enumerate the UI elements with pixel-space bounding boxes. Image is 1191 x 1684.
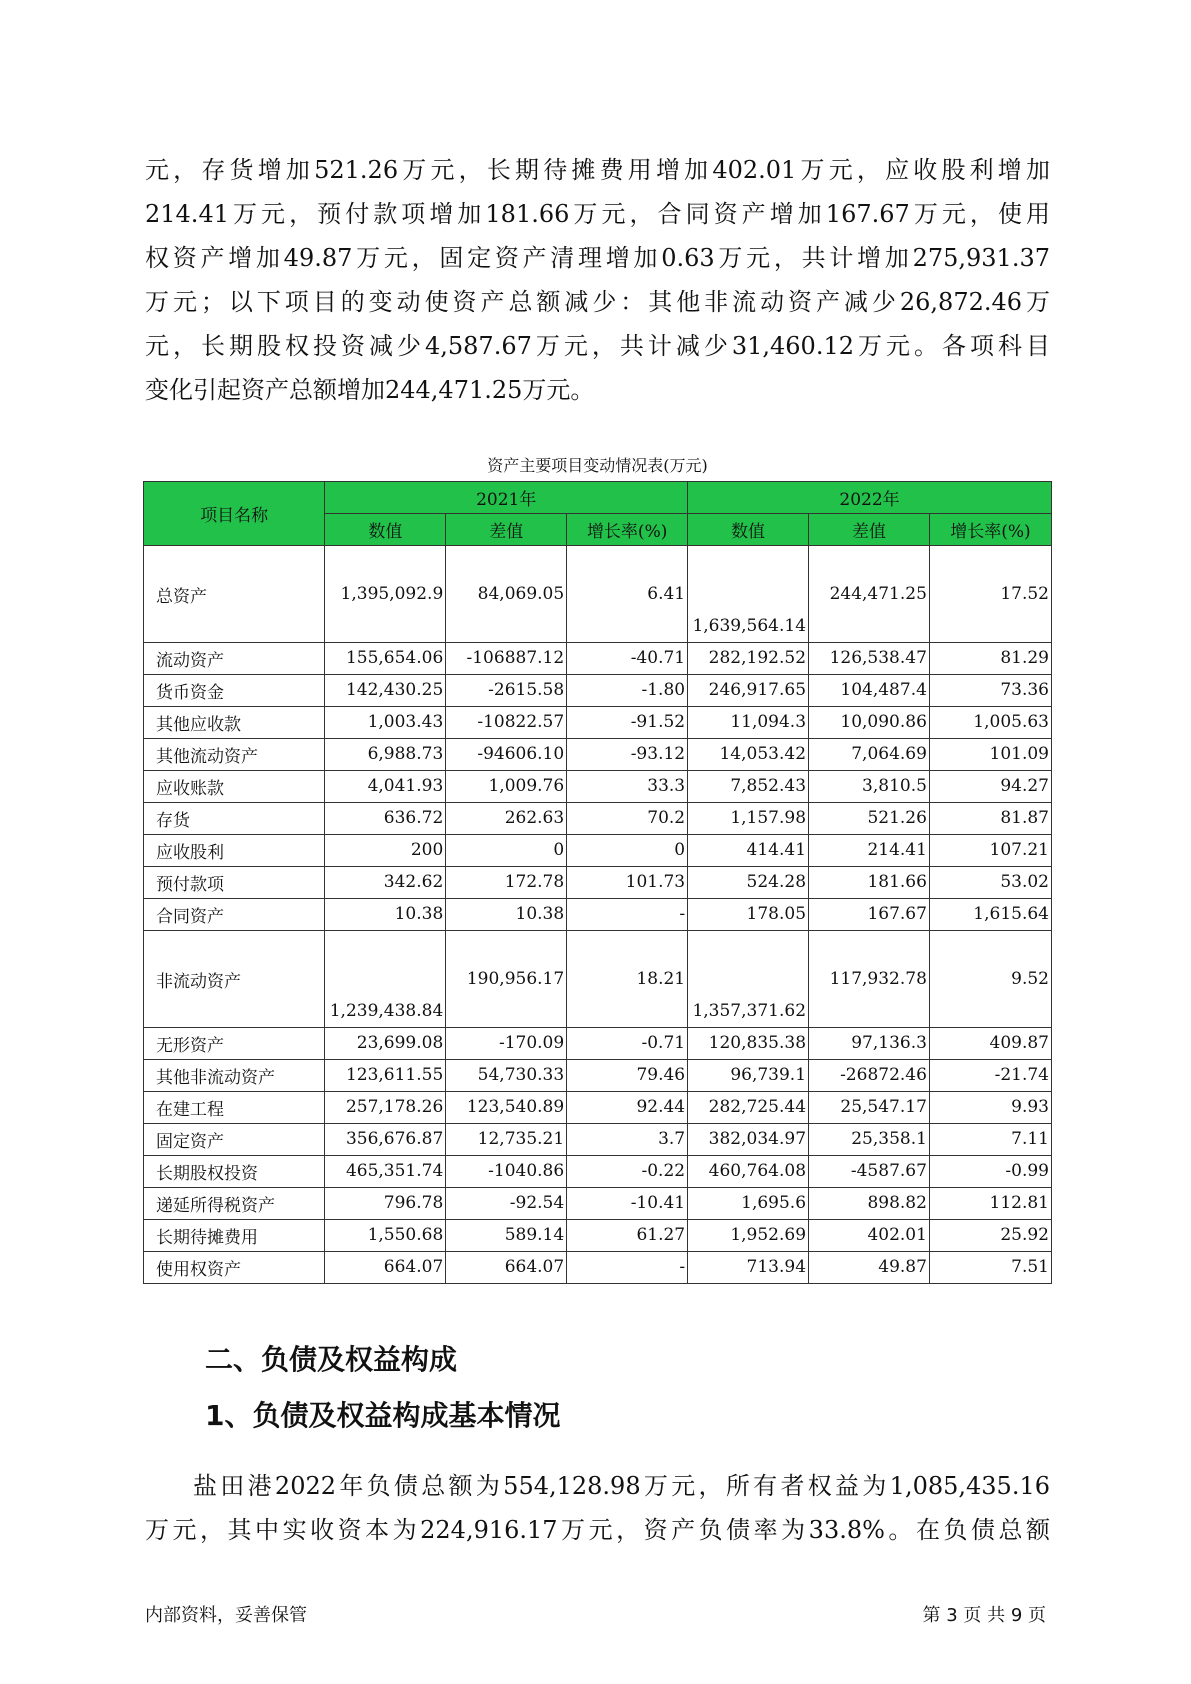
table-cell: 898.82 <box>809 1188 930 1220</box>
table-cell: 94.27 <box>929 771 1051 803</box>
table-cell: 356,676.87 <box>325 1124 446 1156</box>
table-cell: 1,157.98 <box>688 803 809 835</box>
subsection-heading: 1、负债及权益构成基本情况 <box>205 1399 561 1432</box>
table-row <box>144 1252 1052 1284</box>
table-row <box>144 675 1052 707</box>
table-caption: 资产主要项目变动情况表(万元) <box>487 456 708 475</box>
table-cell: -106887.12 <box>446 643 567 675</box>
table-cell: -26872.46 <box>809 1060 930 1092</box>
table-cell: 23,699.08 <box>325 1028 446 1060</box>
table-cell: 1,952.69 <box>688 1220 809 1252</box>
table-cell: - <box>567 899 688 931</box>
header-year-2022: 2022年 <box>688 482 1052 514</box>
table-cell: 11,094.3 <box>688 707 809 739</box>
row-label: 货币资金 <box>144 675 325 707</box>
header-difference: 差值 <box>446 514 567 546</box>
table-cell: 409.87 <box>929 1028 1051 1060</box>
header-year-2021: 2021年 <box>325 482 688 514</box>
table-cell: 460,764.08 <box>688 1156 809 1188</box>
row-label: 在建工程 <box>144 1092 325 1124</box>
table-cell: 172.78 <box>446 867 567 899</box>
table-cell: 104,487.4 <box>809 675 930 707</box>
table-cell: 107.21 <box>929 835 1051 867</box>
table-cell: 10.38 <box>446 899 567 931</box>
row-label: 预付款项 <box>144 867 325 899</box>
header-difference: 差值 <box>809 514 930 546</box>
row-label: 固定资产 <box>144 1124 325 1156</box>
table-row <box>144 1092 1052 1124</box>
table-cell: 0 <box>567 835 688 867</box>
table-cell: 1,009.76 <box>446 771 567 803</box>
header-value: 数值 <box>325 514 446 546</box>
table-cell: 25,547.17 <box>809 1092 930 1124</box>
paragraph-asset-changes <box>145 148 1050 412</box>
row-label: 其他非流动资产 <box>144 1060 325 1092</box>
footer-page-number: 第 3 页 共 9 页 <box>922 1605 1046 1626</box>
paragraph-line: 万元；以下项目的变动使资产总额减少：其他非流动资产减少26,872.46万 <box>145 288 1050 316</box>
table-cell: 142,430.25 <box>325 675 446 707</box>
table-cell: 521.26 <box>809 803 930 835</box>
row-label: 无形资产 <box>144 1028 325 1060</box>
table-cell: 796.78 <box>325 1188 446 1220</box>
table-cell: 54,730.33 <box>446 1060 567 1092</box>
paragraph-line: 变化引起资产总额增加244,471.25万元。 <box>145 376 595 404</box>
table-cell: 18.21 <box>567 931 688 1028</box>
table-cell: 1,615.64 <box>929 899 1051 931</box>
table-cell: 257,178.26 <box>325 1092 446 1124</box>
table-cell: 25,358.1 <box>809 1124 930 1156</box>
table-cell: 155,654.06 <box>325 643 446 675</box>
asset-changes-table <box>143 481 1052 1284</box>
table-row <box>144 707 1052 739</box>
table-row <box>144 771 1052 803</box>
row-label: 其他流动资产 <box>144 739 325 771</box>
table-row <box>144 931 1052 1028</box>
table-row <box>144 1156 1052 1188</box>
header-growth-rate: 增长率(%) <box>929 514 1051 546</box>
table-cell: 7.51 <box>929 1252 1051 1284</box>
table-cell: 123,540.89 <box>446 1092 567 1124</box>
table-row <box>144 739 1052 771</box>
table-cell: -94606.10 <box>446 739 567 771</box>
table-cell: 9.93 <box>929 1092 1051 1124</box>
table-cell: 262.63 <box>446 803 567 835</box>
row-label: 总资产 <box>144 546 325 643</box>
table-cell: 3,810.5 <box>809 771 930 803</box>
row-label: 递延所得税资产 <box>144 1188 325 1220</box>
table-cell: 200 <box>325 835 446 867</box>
table-row <box>144 1188 1052 1220</box>
table-cell: -21.74 <box>929 1060 1051 1092</box>
table-cell: 214.41 <box>809 835 930 867</box>
paragraph-line: 214.41万元，预付款项增加181.66万元，合同资产增加167.67万元，使用 <box>145 200 1050 228</box>
table-cell: 181.66 <box>809 867 930 899</box>
table-cell: 84,069.05 <box>446 546 567 643</box>
table-cell: -1040.86 <box>446 1156 567 1188</box>
table-row <box>144 899 1052 931</box>
header-growth-rate: 增长率(%) <box>567 514 688 546</box>
table-cell: 414.41 <box>688 835 809 867</box>
paragraph-line: 元，长期股权投资减少4,587.67万元，共计减少31,460.12万元。各项科目 <box>145 332 1050 360</box>
table-cell: 0 <box>446 835 567 867</box>
table-cell: 1,239,438.84 <box>325 931 446 1028</box>
row-label: 非流动资产 <box>144 931 325 1028</box>
table-cell: -93.12 <box>567 739 688 771</box>
table-cell: 10.38 <box>325 899 446 931</box>
table-cell: 96,739.1 <box>688 1060 809 1092</box>
table-cell: 1,695.6 <box>688 1188 809 1220</box>
table-cell: 1,639,564.14 <box>688 546 809 643</box>
header-value: 数值 <box>688 514 809 546</box>
table-cell: 6.41 <box>567 546 688 643</box>
row-label: 长期待摊费用 <box>144 1220 325 1252</box>
table-cell: 97,136.3 <box>809 1028 930 1060</box>
table-cell: 123,611.55 <box>325 1060 446 1092</box>
table-cell: 1,005.63 <box>929 707 1051 739</box>
row-label: 应收股利 <box>144 835 325 867</box>
table-cell: 190,956.17 <box>446 931 567 1028</box>
table-cell: 81.87 <box>929 803 1051 835</box>
table-cell: 49.87 <box>809 1252 930 1284</box>
table-cell: -2615.58 <box>446 675 567 707</box>
table-cell: 73.36 <box>929 675 1051 707</box>
table-cell: 14,053.42 <box>688 739 809 771</box>
table-row <box>144 867 1052 899</box>
table-cell: 70.2 <box>567 803 688 835</box>
table-cell: 3.7 <box>567 1124 688 1156</box>
table-cell: 81.29 <box>929 643 1051 675</box>
table-cell: 112.81 <box>929 1188 1051 1220</box>
table-cell: 167.67 <box>809 899 930 931</box>
table-cell: 7.11 <box>929 1124 1051 1156</box>
table-row <box>144 546 1052 643</box>
table-cell: 178.05 <box>688 899 809 931</box>
table-cell: 246,917.65 <box>688 675 809 707</box>
table-cell: 92.44 <box>567 1092 688 1124</box>
table-row <box>144 1220 1052 1252</box>
table-cell: 79.46 <box>567 1060 688 1092</box>
table-cell: -10.41 <box>567 1188 688 1220</box>
table-row <box>144 1124 1052 1156</box>
row-label: 存货 <box>144 803 325 835</box>
table-cell: 1,357,371.62 <box>688 931 809 1028</box>
paragraph-line: 元，存货增加521.26万元，长期待摊费用增加402.01万元，应收股利增加 <box>145 156 1050 184</box>
table-cell: 282,192.52 <box>688 643 809 675</box>
table-cell: -40.71 <box>567 643 688 675</box>
paragraph-line: 万元，其中实收资本为224,916.17万元，资产负债率为33.8%。在负债总额 <box>145 1516 1050 1544</box>
table-cell: 244,471.25 <box>809 546 930 643</box>
table-row <box>144 1028 1052 1060</box>
row-label: 长期股权投资 <box>144 1156 325 1188</box>
paragraph-liabilities <box>145 1464 1050 1552</box>
table-cell: 101.73 <box>567 867 688 899</box>
table-cell: 382,034.97 <box>688 1124 809 1156</box>
table-cell: - <box>567 1252 688 1284</box>
table-cell: -0.22 <box>567 1156 688 1188</box>
row-label: 应收账款 <box>144 771 325 803</box>
table-cell: 33.3 <box>567 771 688 803</box>
table-cell: -1.80 <box>567 675 688 707</box>
table-cell: 61.27 <box>567 1220 688 1252</box>
table-cell: 9.52 <box>929 931 1051 1028</box>
table-cell: 4,041.93 <box>325 771 446 803</box>
table-cell: 589.14 <box>446 1220 567 1252</box>
table-cell: 1,003.43 <box>325 707 446 739</box>
row-label: 使用权资产 <box>144 1252 325 1284</box>
table-cell: 1,550.68 <box>325 1220 446 1252</box>
table-row <box>144 803 1052 835</box>
footer-confidential-note: 内部资料，妥善保管 <box>145 1605 307 1626</box>
table-cell: 126,538.47 <box>809 643 930 675</box>
table-cell: 465,351.74 <box>325 1156 446 1188</box>
table-cell: 7,852.43 <box>688 771 809 803</box>
table-cell: 10,090.86 <box>809 707 930 739</box>
table-body <box>144 546 1052 1284</box>
table-cell: 664.07 <box>325 1252 446 1284</box>
table-cell: -10822.57 <box>446 707 567 739</box>
table-cell: 282,725.44 <box>688 1092 809 1124</box>
row-label: 合同资产 <box>144 899 325 931</box>
table-cell: 17.52 <box>929 546 1051 643</box>
table-row <box>144 835 1052 867</box>
table-cell: 120,835.38 <box>688 1028 809 1060</box>
table-cell: 402.01 <box>809 1220 930 1252</box>
table-cell: -170.09 <box>446 1028 567 1060</box>
table-cell: 6,988.73 <box>325 739 446 771</box>
table-cell: 25.92 <box>929 1220 1051 1252</box>
table-row <box>144 643 1052 675</box>
row-label: 其他应收款 <box>144 707 325 739</box>
header-item-name: 项目名称 <box>144 482 325 546</box>
table-cell: 12,735.21 <box>446 1124 567 1156</box>
table-cell: 101.09 <box>929 739 1051 771</box>
table-cell: 342.62 <box>325 867 446 899</box>
table-cell: -92.54 <box>446 1188 567 1220</box>
paragraph-line: 盐田港2022年负债总额为554,128.98万元，所有者权益为1,085,435.16 <box>193 1472 1050 1500</box>
table-cell: 53.02 <box>929 867 1051 899</box>
table-cell: -91.52 <box>567 707 688 739</box>
table-cell: 117,932.78 <box>809 931 930 1028</box>
table-cell: 7,064.69 <box>809 739 930 771</box>
table-cell: 636.72 <box>325 803 446 835</box>
table-cell: -4587.67 <box>809 1156 930 1188</box>
table-cell: 713.94 <box>688 1252 809 1284</box>
table-cell: -0.71 <box>567 1028 688 1060</box>
row-label: 流动资产 <box>144 643 325 675</box>
section-heading: 二、负债及权益构成 <box>205 1343 458 1376</box>
table-cell: -0.99 <box>929 1156 1051 1188</box>
table-cell: 524.28 <box>688 867 809 899</box>
table-cell: 664.07 <box>446 1252 567 1284</box>
table-row <box>144 1060 1052 1092</box>
table-cell: 1,395,092.9 <box>325 546 446 643</box>
paragraph-line: 权资产增加49.87万元，固定资产清理增加0.63万元，共计增加275,931.37 <box>145 244 1050 272</box>
